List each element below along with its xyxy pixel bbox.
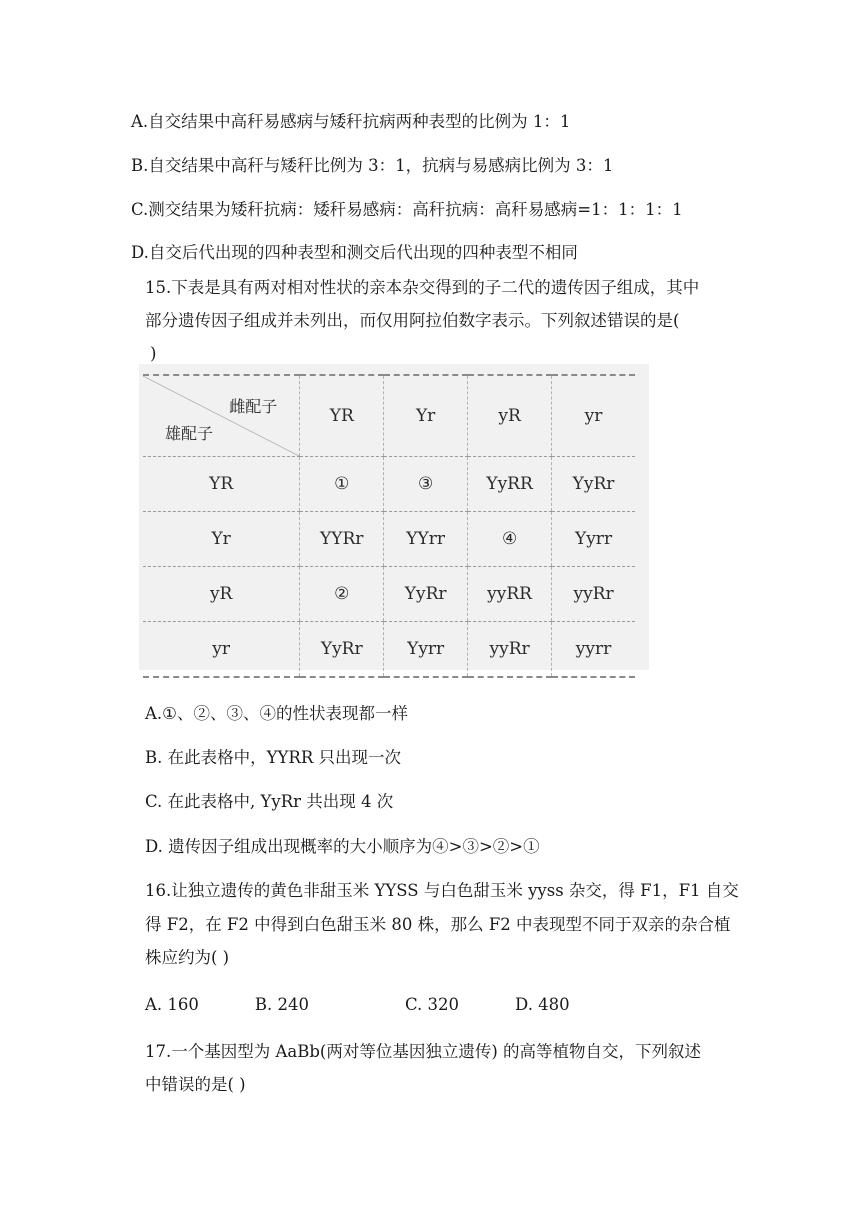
table-cell: YyRr bbox=[552, 457, 635, 512]
table-corner-cell bbox=[143, 375, 300, 457]
table-row bbox=[143, 622, 635, 678]
table-cell: Yyrr bbox=[552, 512, 635, 567]
table-row bbox=[143, 567, 635, 622]
q17-stem-line-2: 中错误的是( ) bbox=[145, 1075, 246, 1094]
col-header: YR bbox=[300, 375, 384, 457]
q16-stem-line-1: 16.让独立遗传的黄色非甜玉米 YYSS 与白色甜玉米 yyss 杂交，得 F1，F1 自交 bbox=[145, 881, 739, 900]
row-header: yr bbox=[143, 622, 300, 678]
q16-option-d: D. 480 bbox=[515, 995, 570, 1014]
table-cell: YYrr bbox=[384, 512, 468, 567]
q16-stem-line-2: 得 F2，在 F2 中得到白色甜玉米 80 株，那么 F2 中表现型不同于双亲的杂合植 bbox=[145, 915, 731, 934]
row-header: YR bbox=[143, 457, 300, 512]
table-cell: yyRR bbox=[468, 567, 552, 622]
q15-option-c: C. 在此表格中, YyRr 共出现 4 次 bbox=[145, 792, 394, 811]
q16-option-a: A. 160 bbox=[145, 995, 199, 1014]
table-cell: YYRr bbox=[300, 512, 384, 567]
q16-stem-line-3: 株应约为( ) bbox=[145, 948, 230, 967]
table-cell: ② bbox=[300, 567, 384, 622]
table-cell: ④ bbox=[468, 512, 552, 567]
q14-option-c: C.测交结果为矮秆抗病：矮秆易感病：高秆抗病：高秆易感病=1：1：1：1 bbox=[131, 200, 683, 219]
table-header-row bbox=[143, 375, 635, 457]
table-cell: YyRr bbox=[300, 622, 384, 678]
table-row bbox=[143, 457, 635, 512]
table-cell: YyRr bbox=[384, 567, 468, 622]
male-gamete-label: 雄配子 bbox=[165, 424, 214, 443]
q15-stem-line-3: ) bbox=[150, 344, 157, 363]
col-header: yR bbox=[468, 375, 552, 457]
q15-stem-line-1: 15.下表是具有两对相对性状的亲本杂交得到的子二代的遗传因子组成，其中 bbox=[145, 278, 700, 297]
col-header: Yr bbox=[384, 375, 468, 457]
table-cell: yyrr bbox=[552, 622, 635, 678]
q14-option-a: A.自交结果中高秆易感病与矮秆抗病两种表型的比例为 1：1 bbox=[131, 112, 571, 131]
table-cell: Yyrr bbox=[384, 622, 468, 678]
row-header: yR bbox=[143, 567, 300, 622]
q17-stem-line-1: 17.一个基因型为 AaBb(两对等位基因独立遗传) 的高等植物自交，下列叙述 bbox=[145, 1042, 702, 1061]
q15-option-b: B. 在此表格中，YYRR 只出现一次 bbox=[145, 748, 401, 767]
table-row bbox=[143, 512, 635, 567]
q14-option-d: D.自交后代出现的四种表型和测交后代出现的四种表型不相同 bbox=[131, 243, 578, 262]
q14-option-b: B.自交结果中高秆与矮秆比例为 3：1，抗病与易感病比例为 3：1 bbox=[131, 156, 614, 175]
q15-stem-line-2: 部分遗传因子组成并未列出，而仅用阿拉伯数字表示。下列叙述错误的是( bbox=[145, 311, 680, 330]
table-cell: ③ bbox=[384, 457, 468, 512]
q16-options bbox=[145, 993, 570, 1017]
q15-option-d: D. 遗传因子组成出现概率的大小顺序为④>③>②>① bbox=[145, 837, 540, 856]
table-cell: YyRR bbox=[468, 457, 552, 512]
genotype-table bbox=[143, 374, 635, 678]
table-cell: ① bbox=[300, 457, 384, 512]
q15-option-a: A.①、②、③、④的性状表现都一样 bbox=[145, 704, 408, 723]
q16-option-c: C. 320 bbox=[405, 995, 460, 1014]
row-header: Yr bbox=[143, 512, 300, 567]
female-gamete-label: 雌配子 bbox=[229, 397, 278, 416]
genotype-table-image bbox=[139, 364, 649, 670]
q16-option-b: B. 240 bbox=[254, 995, 310, 1014]
table-cell: yyRr bbox=[552, 567, 635, 622]
table-cell: yyRr bbox=[468, 622, 552, 678]
col-header: yr bbox=[552, 375, 635, 457]
